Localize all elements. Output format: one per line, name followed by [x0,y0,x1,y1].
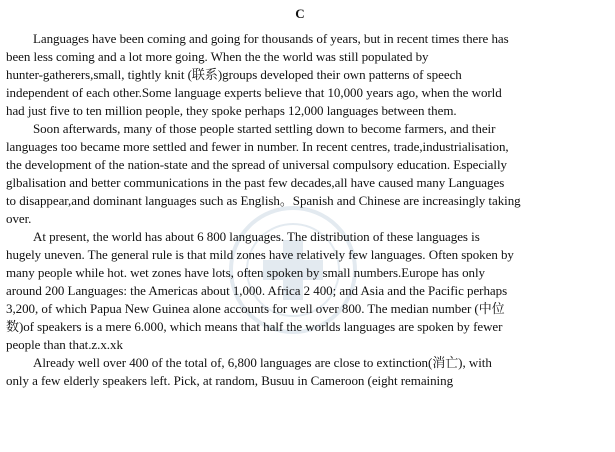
text-line: independent of each other.Some language experts believe that 10,000 years ago, when the world [6,85,502,100]
text-line: had just five to ten million people, they spoke perhaps 12,000 languages between them. [6,103,457,118]
text-line: around 200 Languages: the Americas about 1,000. Africa 2 400; and Asia and the Pacific perhaps [6,283,508,298]
text-line: people than that.z.x.xk [6,337,123,352]
text-line: 数)of speakers is a mere 6.000, which means that half the worlds languages are spoken by fewer [6,319,503,334]
text-line: to disappear,and dominant languages such as English。Spanish and Chinese are increasingly taking [6,193,521,208]
text-line: Already well over 400 of the total of, 6,800 languages are close to extinction(消亡), with [33,355,492,370]
text-line: hunter-gatherers,small, tightly knit (联系)groups developed their own patterns of speech [6,67,462,82]
text-line: hugely uneven. The general rule is that mild zones have relatively few languages. Often spoken by [6,247,514,262]
section-title: C [295,6,305,21]
text-line: the development of the nation-state and the spread of universal compulsory education. Especially [6,157,507,172]
text-line: languages too became more settled and fewer in number. In recent centres, trade,industrialisation, [6,139,509,154]
text-line: Languages have been coming and going for thousands of years, but in recent times there has [33,31,509,46]
text-line: glbalisation and better communications in the past few decades,all have caused many Languages [6,175,505,190]
text-line: over. [6,211,32,226]
text-line: many people while hot. wet zones have lots, often spoken by small numbers.Europe has only [6,265,485,280]
text-line: been less coming and a lot more going. When the the world was still populated by [6,49,429,64]
text-line: Soon afterwards, many of those people started settling down to become farmers, and their [33,121,496,136]
text-line: only a few elderly speakers left. Pick, at random, Busuu in Cameroon (eight remaining [6,373,454,388]
text-line: 3,200, of which Papua New Guinea alone accounts for well over 800. The median number (中位 [6,301,505,316]
text-line: At present, the world has about 6 800 languages. The distribution of these languages is [33,229,480,244]
